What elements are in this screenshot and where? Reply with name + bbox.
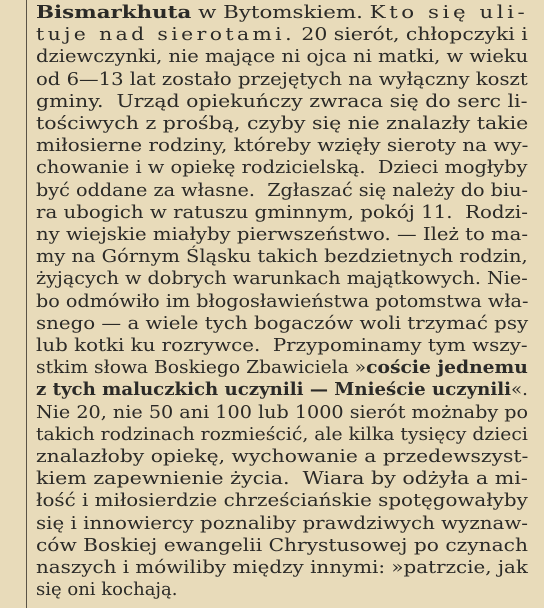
bold-text: Bismarkhuta: [36, 2, 192, 23]
article-line: [36, 335, 528, 357]
text-run: znalazłoby opiekę, wychowanie a przedewszyst-: [36, 446, 529, 467]
column-rule: [26, 0, 27, 608]
article-line: [36, 91, 528, 113]
text-run: żyjących w dobrych warunkach majątkowych. Nie-: [36, 268, 528, 290]
text-run: stkim słowa Boskiego Zbawiciela »: [36, 357, 367, 379]
article-line: [36, 402, 528, 424]
article-line: [36, 46, 528, 68]
text-run: tościwych z prośbą, czyby się nie znalazły takie: [36, 113, 529, 134]
article-line: [36, 490, 528, 512]
spaced-text: tuje nad sierotami.: [36, 24, 295, 46]
article-line: [36, 24, 528, 46]
article-line: [36, 468, 528, 490]
article-line: [36, 246, 528, 268]
text-run: się oni kochają.: [36, 579, 178, 601]
text-run: się i innowiercy poznaliby prawdziwych wyznaw-: [36, 512, 529, 534]
article-line: [36, 557, 528, 579]
text-run: 20 sierót, chłopczyki i: [294, 24, 528, 46]
text-run: gminy. Urząd opiekuńczy zwraca się do serc li-: [36, 90, 528, 112]
article-line: [36, 135, 528, 157]
article-line: [36, 535, 528, 557]
article-line: [36, 157, 528, 179]
text-run: my na Górnym Śląsku takich bezdzietnych rodzin,: [36, 246, 528, 268]
bold-text: z tych maluczkich uczynili — Mnieście uczynili: [36, 379, 512, 401]
text-run: ra ubogich w ratuszu gminnym, pokój 11. Rodzi-: [36, 201, 528, 223]
article-line: [36, 113, 528, 135]
text-run: takich rodzinach rozmieścić, ale kilka tysięcy dzieci: [36, 423, 528, 445]
text-run: ny wiejskie miałyby pierwszeństwo. — Ileż to ma-: [36, 224, 529, 245]
text-run: ców Boskiej ewangelii Chrystusowej po czynach: [36, 534, 528, 556]
article-line: [36, 202, 528, 224]
bold-text: coście jednemu: [366, 357, 528, 379]
text-run: w Bytomskiem.: [191, 2, 370, 23]
article-line: [36, 357, 528, 379]
article-line: [36, 379, 528, 401]
article-line: [36, 579, 177, 601]
text-run: być oddane za własne. Zgłaszać się należy do biu-: [36, 179, 528, 201]
text-run: kiem zapewnienie życia. Wiara by odżyła a mi-: [36, 468, 528, 490]
article-line: [36, 446, 528, 468]
text-run: miłosierne rodziny, któreby wzięły sieroty na wy-: [36, 135, 529, 157]
text-run: od 6—13 lat zostało przejętych na wyłączny koszt: [36, 68, 528, 90]
text-run: naszych i mówiliby między innymi: »patrzcie, jak: [36, 557, 528, 578]
text-run: łość i miłosierdzie chrześciańskie spotęgowałyby: [36, 490, 528, 512]
article-line: [36, 69, 528, 91]
text-run: bo odmówiło im błogosławieństwa potomstwa wła-: [36, 290, 529, 312]
text-run: Nie 20, nie 50 ani 100 lub 1000 sierót możnaby po: [36, 401, 529, 423]
text-run: dziewczynki, nie mające ni ojca ni matki, w wieku: [36, 46, 529, 68]
spaced-text: Kto się uli-: [369, 2, 529, 23]
text-run: chowanie i w opiekę rodzicielską. Dzieci mogłyby: [36, 157, 528, 179]
article-line: [36, 224, 528, 246]
text-run: snego — a wiele tych bogaczów woli trzymać psy: [36, 312, 529, 334]
text-run: lub kotki ku rozrywce. Przypominamy tym wszy-: [36, 335, 528, 356]
article-line: [36, 268, 528, 290]
text-run: «.: [511, 379, 528, 401]
article-line: [36, 513, 528, 535]
article-line: [36, 313, 528, 335]
article-line: [36, 424, 528, 446]
article-line: [36, 2, 528, 24]
article-line: [36, 291, 528, 313]
article-line: [36, 180, 528, 202]
